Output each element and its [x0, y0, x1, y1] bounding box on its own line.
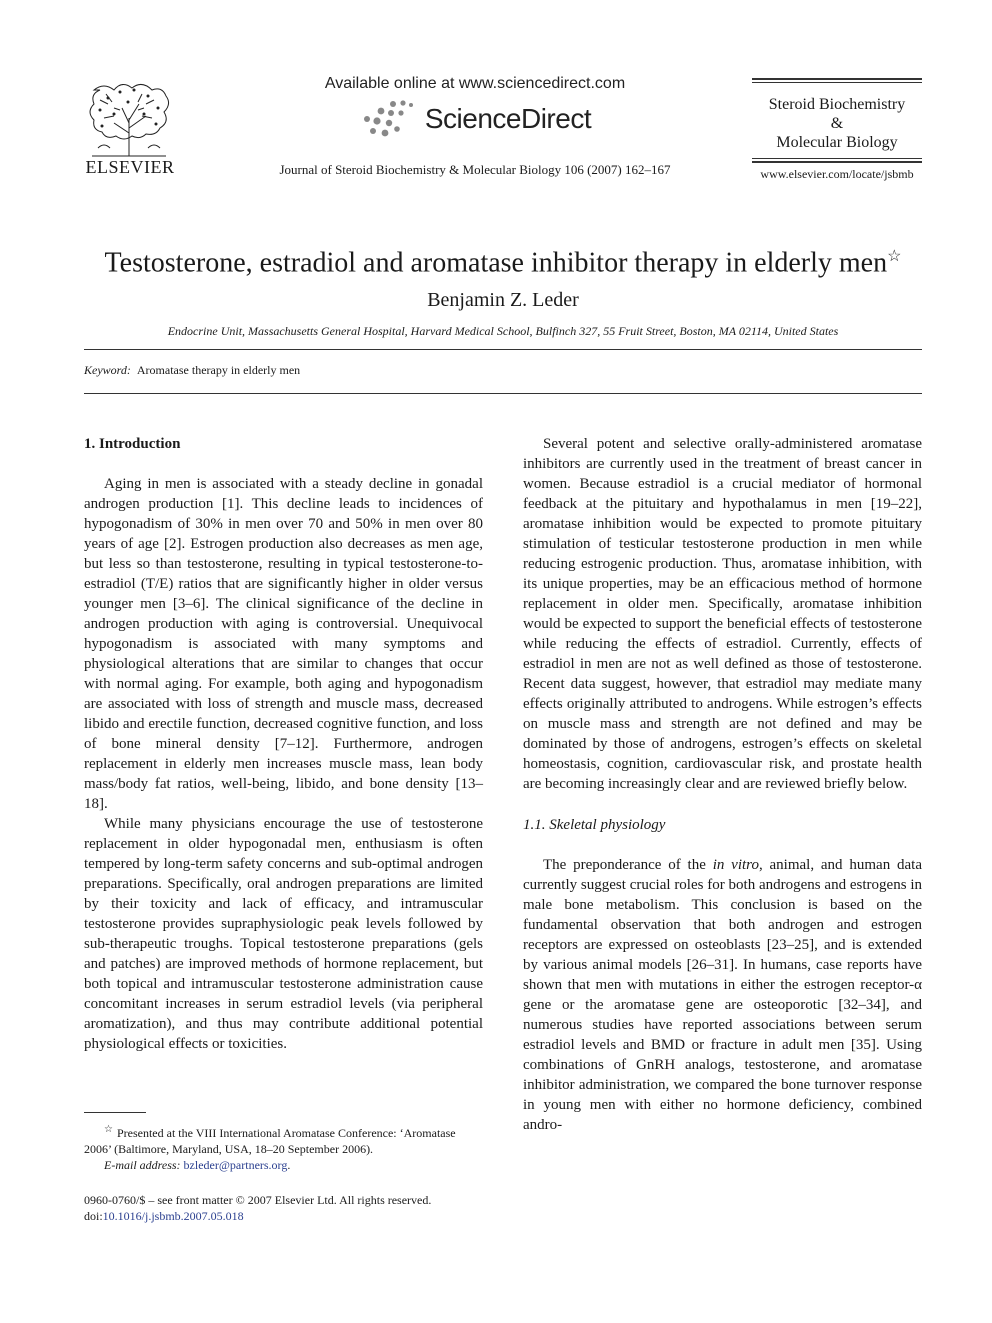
header-rule-top-thin — [752, 82, 922, 83]
author-name: Benjamin Z. Leder — [427, 289, 579, 311]
sciencedirect-wordmark: ScienceDirect — [424, 103, 592, 134]
paragraph-2: While many physicians encourage the use of testosterone replacement in older hypogonadal men, enthusiasm is often tempered by long-term safety concerns and sub-optimal androgen preparations. Specifically, oral androgen preparations are limited by their toxicity and lack of efficacy, and intramuscular testosterone provides supraphysiologic peak levels followed by sub-therapeutic troughs. Topical testosterone preparations (gels and patches) are improved methods of hormone replacement, but both topical and intramuscular testosterone administration cause concomitant increases in serum estradiol levels (via peripheral aromatization), and thus may contribute additional potential physiological effects or toxicities. — [84, 816, 483, 1052]
footnote-email — [84, 1157, 483, 1173]
journal-name-line-3: Molecular Biology — [776, 134, 898, 151]
email-label: E-mail address: — [104, 1158, 181, 1172]
article-title — [84, 240, 922, 280]
doi-label: doi: — [84, 1209, 103, 1223]
sciencedirect-dots-icon — [359, 99, 421, 139]
paragraph-4-start: The preponderance of the — [543, 857, 713, 873]
email-link[interactable]: bzleder@partners.org — [183, 1158, 288, 1172]
journal-name-line-1: Steroid Biochemistry — [768, 96, 906, 113]
doi-link[interactable]: 10.1016/j.jsbmb.2007.05.018 — [102, 1209, 244, 1223]
publisher-name: ELSEVIER — [85, 157, 175, 177]
title-footnote-mark[interactable]: ☆ — [887, 248, 902, 265]
author-affiliation: Endocrine Unit, Massachusetts General Hospital, Harvard Medical School, Bulfinch 327, 55 Fruit Street, Boston, MA 02114, United States — [167, 324, 839, 338]
journal-title-block — [752, 78, 922, 181]
subsection-heading-skeletal: 1.1. Skeletal physiology — [523, 817, 666, 833]
keyword-rule-top — [84, 349, 922, 350]
doi-line — [84, 1208, 504, 1224]
section-heading-introduction: 1. Introduction — [84, 436, 181, 452]
paragraph-4-rest: , animal, and human data currently suggest crucial roles for both androgens and estrogens in male bone metabolism. This conclusion is based on the fundamental observation that both androgen and estrogen receptors are expressed on osteoblasts [23–25], and is extended by various animal models [26–31]. In humans, case reports have shown that men with mutations in either the estrogen receptor-α gene or the aromatase gene are osteoporotic [32–34], and numerous studies have reported associations between serum estradiol levels and BMD or fracture in adult men [35]. Using combinations of GnRH analogs, testosterone, and aromatase inhibitor administration, we compared the bone turnover response in young men with either no hormone deficiency, combined andro- — [523, 857, 922, 1133]
elsevier-logo — [84, 78, 176, 176]
footnote — [84, 1122, 483, 1173]
elsevier-tree-icon — [84, 78, 174, 158]
body-column-left — [84, 434, 483, 1054]
paragraph-4 — [523, 855, 922, 1135]
article-title-text: Testosterone, estradiol and aromatase inhibitor therapy in elderly men — [104, 247, 888, 279]
keyword-line — [84, 362, 300, 378]
header-rule-bottom-thin — [752, 158, 922, 159]
body-column-right — [523, 434, 922, 1135]
sciencedirect-header — [270, 74, 680, 178]
journal-url[interactable]: www.elsevier.com/locate/jsbmb — [760, 167, 914, 181]
email-end: . — [287, 1158, 291, 1172]
keyword-label: Keyword: — [84, 363, 131, 377]
journal-name-line-2: & — [830, 115, 844, 132]
footnote-presented — [84, 1122, 483, 1157]
header-rule-bottom — [752, 161, 922, 163]
paragraph-4-italic: in vitro — [712, 857, 759, 873]
journal-reference: Journal of Steroid Biochemistry & Molecular Biology 106 (2007) 162–167 — [279, 162, 671, 177]
keyword-rule-bottom — [84, 393, 922, 394]
header-rule-top — [752, 78, 922, 80]
footnote-presented-text: Presented at the VIII International Aromatase Conference: ‘Aromatase 2006’ (Baltimore, Maryland, USA, 18–20 September 2006). — [84, 1126, 456, 1156]
available-online-text[interactable]: Available online at www.sciencedirect.com — [324, 75, 626, 92]
keyword-value: Aromatase therapy in elderly men — [136, 363, 301, 377]
journal-subtitle-small — [752, 87, 922, 95]
issn-copyright: 0960-0760/$ – see front matter © 2007 Elsevier Ltd. All rights reserved. — [84, 1193, 432, 1207]
paragraph-1: Aging in men is associated with a steady decline in gonadal androgen production [1]. This decline leads to incidences of hypogonadism of 30% in men over 70 and 50% in men over 80 years of age [2]. Estrogen production also decreases as men age, but less so than testosterone, resulting in typical testosterone-to-estradiol (T/E) ratios that are significantly higher in older versus younger men [3–6]. The clinical significance of the decline in androgen production with aging is controversial. Unequivocal hypogonadism is associated with many symptoms and physiological alterations that are similar to changes that occur with normal aging. For example, both aging and hypogonadism are associated with loss of strength and muscle mass, decreased libido and erectile function, decreased cognitive function, and loss of bone mineral density [7–12]. Furthermore, androgen replacement in elderly men increases muscle mass, lean body mass/body fat ratios, well-being, libido, and bone density [13–18]. — [84, 476, 483, 812]
sciencedirect-logo[interactable] — [270, 98, 680, 140]
footnote-mark: ☆ — [104, 1124, 113, 1135]
footnote-rule — [84, 1112, 146, 1113]
paragraph-3: Several potent and selective orally-administered aromatase inhibitors are currently used in the treatment of breast cancer in women. Because estradiol is a crucial mediator of hormonal feedback at the pituitary and hypothalamus in men [19–22], aromatase inhibition would be expected to promote pituitary stimulation of testicular testosterone production in men while reducing estrogenic production. Thus, aromatase inhibition, with its unique properties, may be an efficacious method of hormone replacement in older men. Specifically, aromatase inhibition would be expected to support the beneficial effects of testosterone while reducing the effects of estradiol. Currently, effects of estradiol in men are not as well defined as those of testosterone. Recent data suggest, however, that estradiol may mediate many effects originally attributed to androgens. While estrogen’s effects on muscle mass and strength are not defined and may be dominated by those of androgens, estrogen’s effects on skeletal homeostasis, cognition, cardiovascular risk, and prostate health are becoming increasingly clear and are reviewed briefly below. — [523, 436, 922, 792]
front-matter — [84, 1192, 504, 1224]
